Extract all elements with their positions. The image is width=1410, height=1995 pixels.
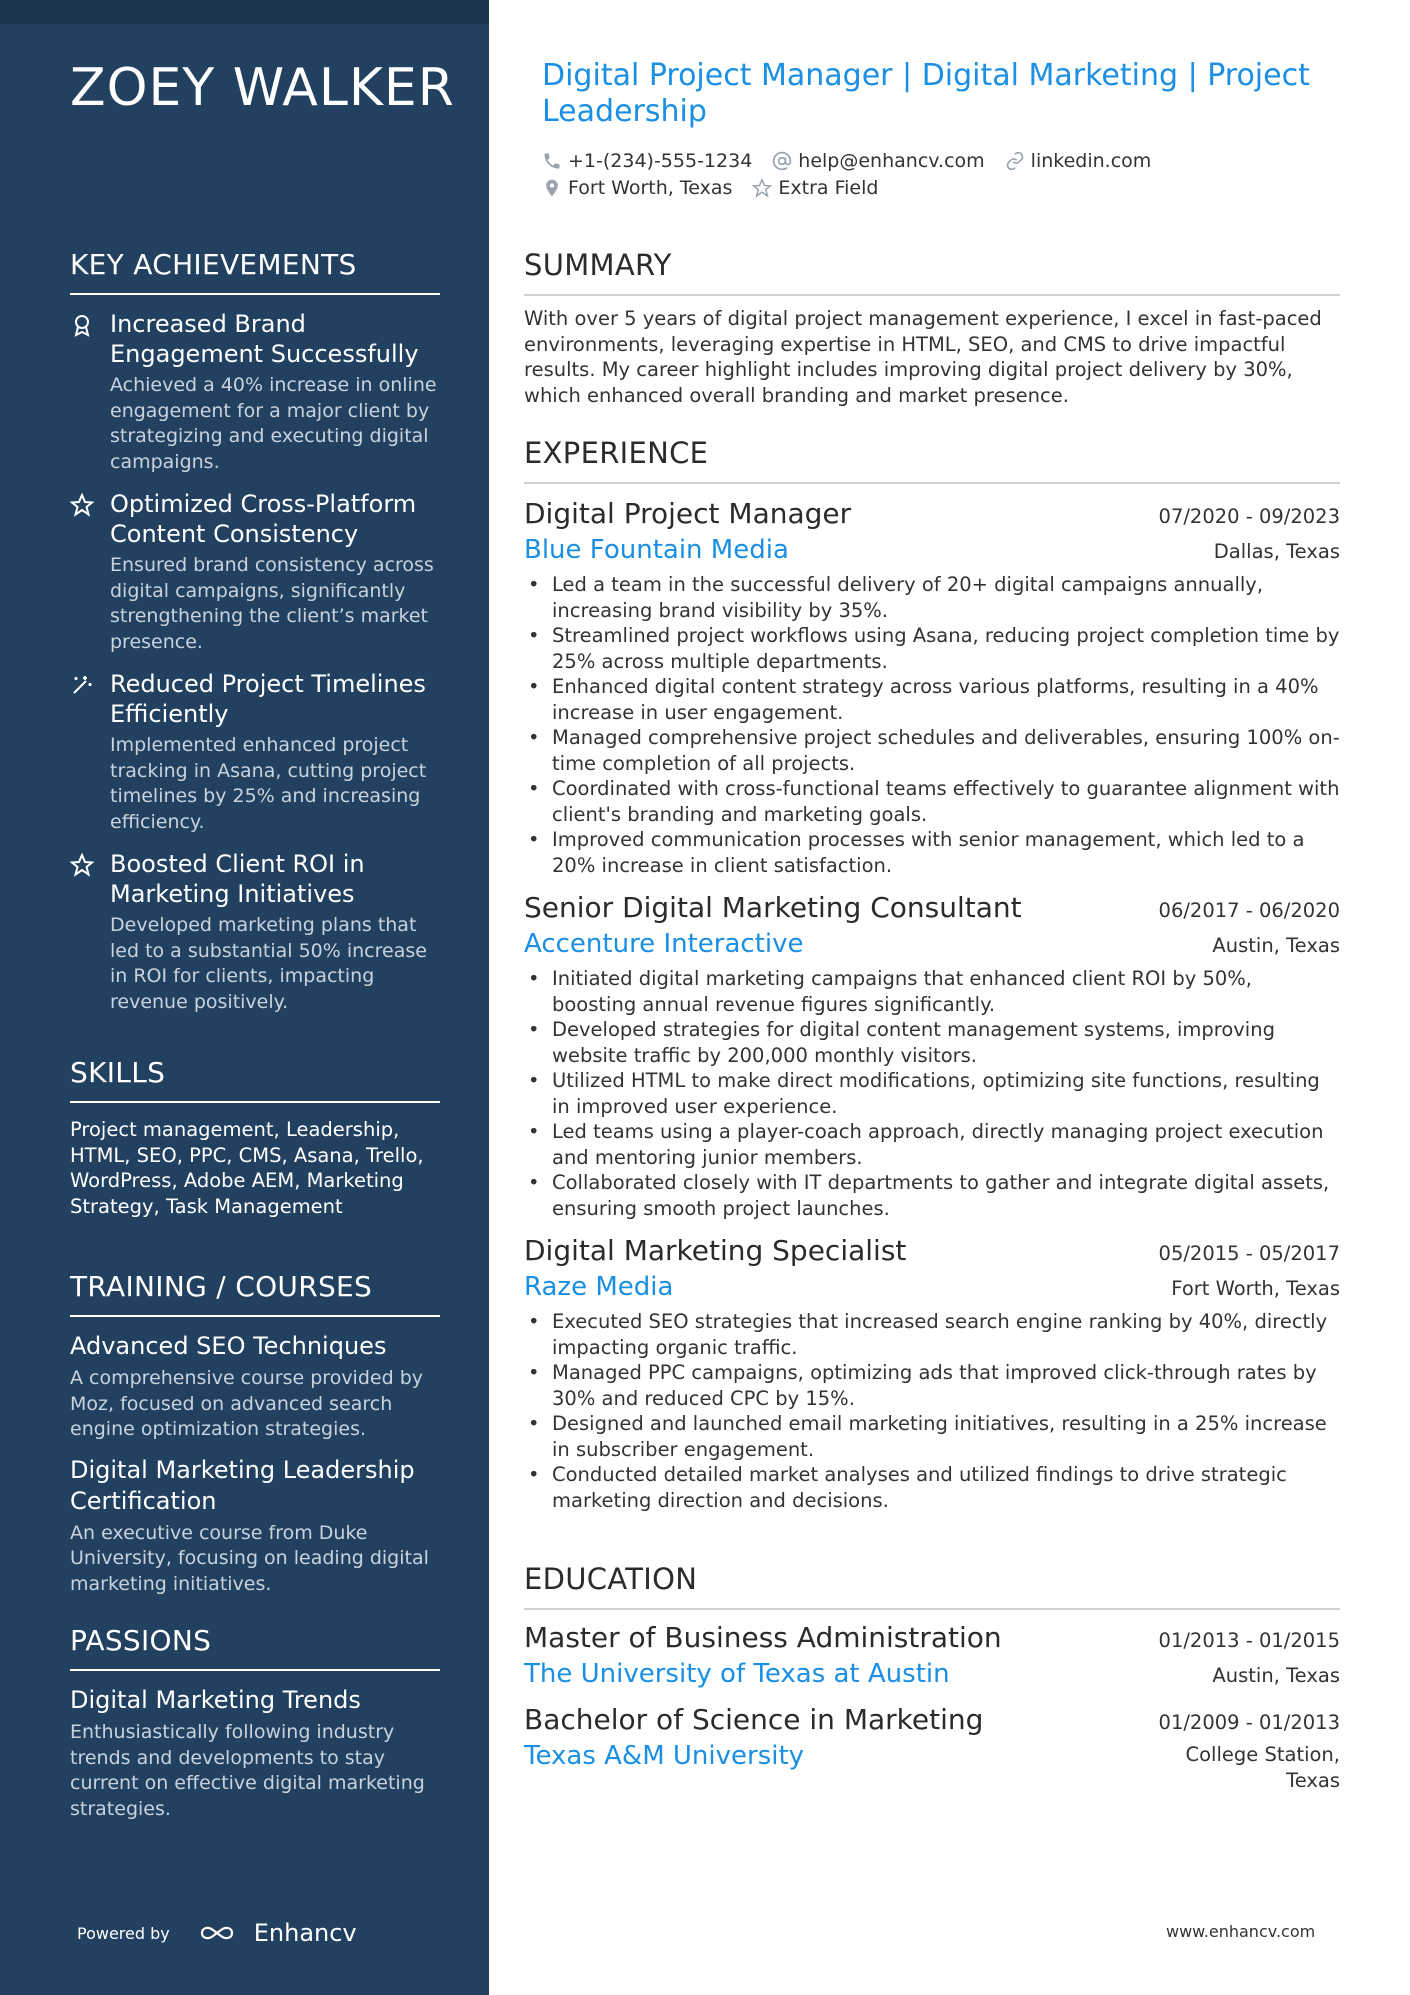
email-contact[interactable] (772, 150, 984, 172)
school-location: College Station, Texas (1185, 1743, 1340, 1792)
link-icon (1005, 151, 1025, 171)
achievement-item (70, 489, 440, 655)
summary-section (524, 248, 1340, 408)
job-bullet: • Led teams using a player-coach approach, directly managing project execution and mentoring junior members. (524, 1119, 1340, 1170)
location-pin-icon (542, 178, 562, 198)
course-item (70, 1455, 440, 1598)
achievement-item (70, 849, 440, 1015)
job-company: Raze Media (524, 1272, 674, 1302)
job-bullet: • Executed SEO strategies that increased search engine ranking by 40%, directly impacting organic traffic. (524, 1309, 1340, 1360)
linkedin-text: linkedin.com (1030, 149, 1152, 172)
course-title: Advanced SEO Techniques (70, 1332, 387, 1360)
passions-heading: PASSIONS (70, 1624, 440, 1671)
education-heading: EDUCATION (524, 1562, 1340, 1610)
job-title: Senior Digital Marketing Consultant (524, 891, 1022, 924)
job-bullet: • Enhanced digital content strategy across various platforms, resulting in a 40% increase in user engagement. (524, 674, 1340, 725)
enhancv-logo-icon (198, 1921, 244, 1945)
star-icon (70, 489, 110, 655)
linkedin-contact[interactable] (1005, 150, 1152, 172)
education-section (524, 1562, 1340, 1793)
course-description: A comprehensive course provided by Moz, focused on advanced search engine optimization strategies. (70, 1367, 423, 1440)
phone-text: +1-(234)-555-1234 (568, 149, 753, 172)
job-title: Digital Marketing Specialist (524, 1234, 907, 1267)
summary-text: With over 5 years of digital project management experience, I excel in fast-paced environments, leveraging expertise in HTML, SEO, and CMS to drive impactful results. My career highlight includes improving digital project delivery by 30%, which enhanced overall branding and market presence. (524, 307, 1322, 407)
job-location: Dallas, Texas (1213, 540, 1340, 563)
enhancv-logo-text: Enhancv (253, 1919, 357, 1947)
passion-item (70, 1685, 440, 1822)
job-entry (524, 890, 1340, 1221)
powered-by-label: Powered by (77, 1923, 170, 1943)
job-bullet: • Developed strategies for digital content management systems, improving website traffic by 200,000 monthly visitors. (524, 1017, 1340, 1068)
job-bullet: • Designed and launched email marketing initiatives, resulting in a 25% increase in subscriber engagement. (524, 1411, 1340, 1462)
achievement-description: Implemented enhanced project tracking in Asana, cutting project timelines by 25% and increasing efficiency. (110, 734, 427, 833)
summary-heading: SUMMARY (524, 248, 1340, 296)
extra-field-text: Extra Field (778, 176, 879, 199)
extra-field-contact (752, 177, 878, 199)
job-location: Austin, Texas (1212, 934, 1340, 957)
job-bullet: • Conducted detailed market analyses and utilized findings to drive strategic marketing direction and decisions. (524, 1462, 1340, 1513)
star-outline-icon (752, 178, 772, 198)
skills-list: Project management, Leadership, HTML, SEO, PPC, CMS, Asana, Trello, WordPress, Adobe AEM, Marketing Strategy, Task Management (70, 1118, 424, 1218)
skills-section (70, 1056, 440, 1219)
job-dates: 05/2015 - 05/2017 (1158, 1242, 1340, 1265)
award-icon (70, 309, 110, 475)
achievement-title: Optimized Cross-Platform Content Consistency (110, 490, 417, 548)
passions-section (70, 1624, 440, 1834)
email-text: help@enhancv.com (798, 149, 985, 172)
school-name: The University of Texas at Austin (524, 1659, 950, 1689)
job-bullet: • Collaborated closely with IT departments to gather and integrate digital assets, ensuring smooth project launches. (524, 1170, 1340, 1221)
experience-section (524, 436, 1340, 1513)
achievement-title: Increased Brand Engagement Successfully (110, 310, 419, 368)
job-entry (524, 496, 1340, 878)
job-bullet: • Streamlined project workflows using Asana, reducing project completion time by 25% across multiple departments. (524, 623, 1340, 674)
job-bullet: • Utilized HTML to make direct modifications, optimizing site functions, resulting in improved user experience. (524, 1068, 1340, 1119)
school-name: Texas A&M University (524, 1741, 805, 1771)
job-dates: 07/2020 - 09/2023 (1158, 505, 1340, 528)
education-dates: 01/2013 - 01/2015 (1158, 1629, 1340, 1652)
education-dates: 01/2009 - 01/2013 (1158, 1711, 1340, 1734)
achievement-description: Ensured brand consistency across digital campaigns, significantly strengthening the client’s market presence. (110, 554, 434, 653)
achievement-title: Reduced Project Timelines Efficiently (110, 670, 426, 728)
contact-info (542, 147, 1342, 201)
job-bullet: • Initiated digital marketing campaigns that enhanced client ROI by 50%, boosting annual revenue figures significantly. (524, 966, 1340, 1017)
degree-title: Bachelor of Science in Marketing (524, 1703, 984, 1736)
powered-by (77, 1919, 357, 1947)
achievement-description: Developed marketing plans that led to a substantial 50% increase in ROI for clients, impacting revenue positively. (110, 914, 427, 1013)
magic-wand-icon (70, 669, 110, 835)
job-entry (524, 1233, 1340, 1513)
phone-contact[interactable] (542, 150, 752, 172)
key-achievements-heading: KEY ACHIEVEMENTS (70, 248, 440, 295)
degree-title: Master of Business Administration (524, 1621, 1002, 1654)
course-item (70, 1331, 440, 1443)
enhancv-logo[interactable] (198, 1919, 357, 1947)
experience-heading: EXPERIENCE (524, 436, 1340, 484)
job-bullet: • Managed comprehensive project schedules and deliverables, ensuring 100% on-time completion of all projects. (524, 725, 1340, 776)
job-bullets (524, 1309, 1340, 1513)
location-contact (542, 177, 732, 199)
job-title: Digital Project Manager (524, 497, 852, 530)
phone-icon (542, 151, 562, 171)
achievement-item (70, 309, 440, 475)
job-bullets (524, 572, 1340, 878)
headline: Digital Project Manager | Digital Marketing | Project Leadership (542, 58, 1310, 129)
course-description: An executive course from Duke University, focusing on leading digital marketing initiatives. (70, 1521, 429, 1595)
job-bullet: • Coordinated with cross-functional teams effectively to guarantee alignment with client's branding and marketing goals. (524, 776, 1340, 827)
job-bullets (524, 966, 1340, 1221)
job-bullet: • Improved communication processes with senior management, which led to a 20% increase in client satisfaction. (524, 827, 1340, 878)
training-heading: TRAINING / COURSES (70, 1270, 440, 1317)
job-dates: 06/2017 - 06/2020 (1158, 899, 1340, 922)
passion-description: Enthusiastically following industry trends and developments to stay current on effective digital marketing strategies. (70, 1721, 425, 1820)
achievement-title: Boosted Client ROI in Marketing Initiatives (110, 850, 365, 908)
job-bullet: • Led a team in the successful delivery of 20+ digital campaigns annually, increasing brand visibility by 35%. (524, 572, 1340, 623)
location-text: Fort Worth, Texas (568, 176, 733, 199)
school-location: Austin, Texas (1212, 1664, 1340, 1687)
sidebar-top-bar (0, 0, 489, 24)
star-icon (70, 849, 110, 1015)
job-company: Blue Fountain Media (524, 535, 789, 565)
achievement-item (70, 669, 440, 835)
key-achievements-section (70, 248, 440, 1029)
education-entry (524, 1620, 1340, 1692)
training-section (70, 1270, 440, 1609)
candidate-name: ZOEY WALKER (70, 58, 455, 118)
passion-title: Digital Marketing Trends (70, 1686, 361, 1714)
sidebar (0, 0, 489, 1995)
achievement-description: Achieved a 40% increase in online engagement for a major client by strategizing and executing digital campaigns. (110, 374, 437, 473)
at-icon (772, 151, 792, 171)
course-title: Digital Marketing Leadership Certification (70, 1455, 415, 1515)
job-company: Accenture Interactive (524, 929, 804, 959)
skills-heading: SKILLS (70, 1056, 440, 1103)
job-location: Fort Worth, Texas (1171, 1277, 1340, 1300)
job-bullet: • Managed PPC campaigns, optimizing ads that improved click-through rates by 30% and reduced CPC by 15%. (524, 1360, 1340, 1411)
website-link[interactable]: www.enhancv.com (1166, 1922, 1316, 1941)
education-entry (524, 1702, 1340, 1793)
